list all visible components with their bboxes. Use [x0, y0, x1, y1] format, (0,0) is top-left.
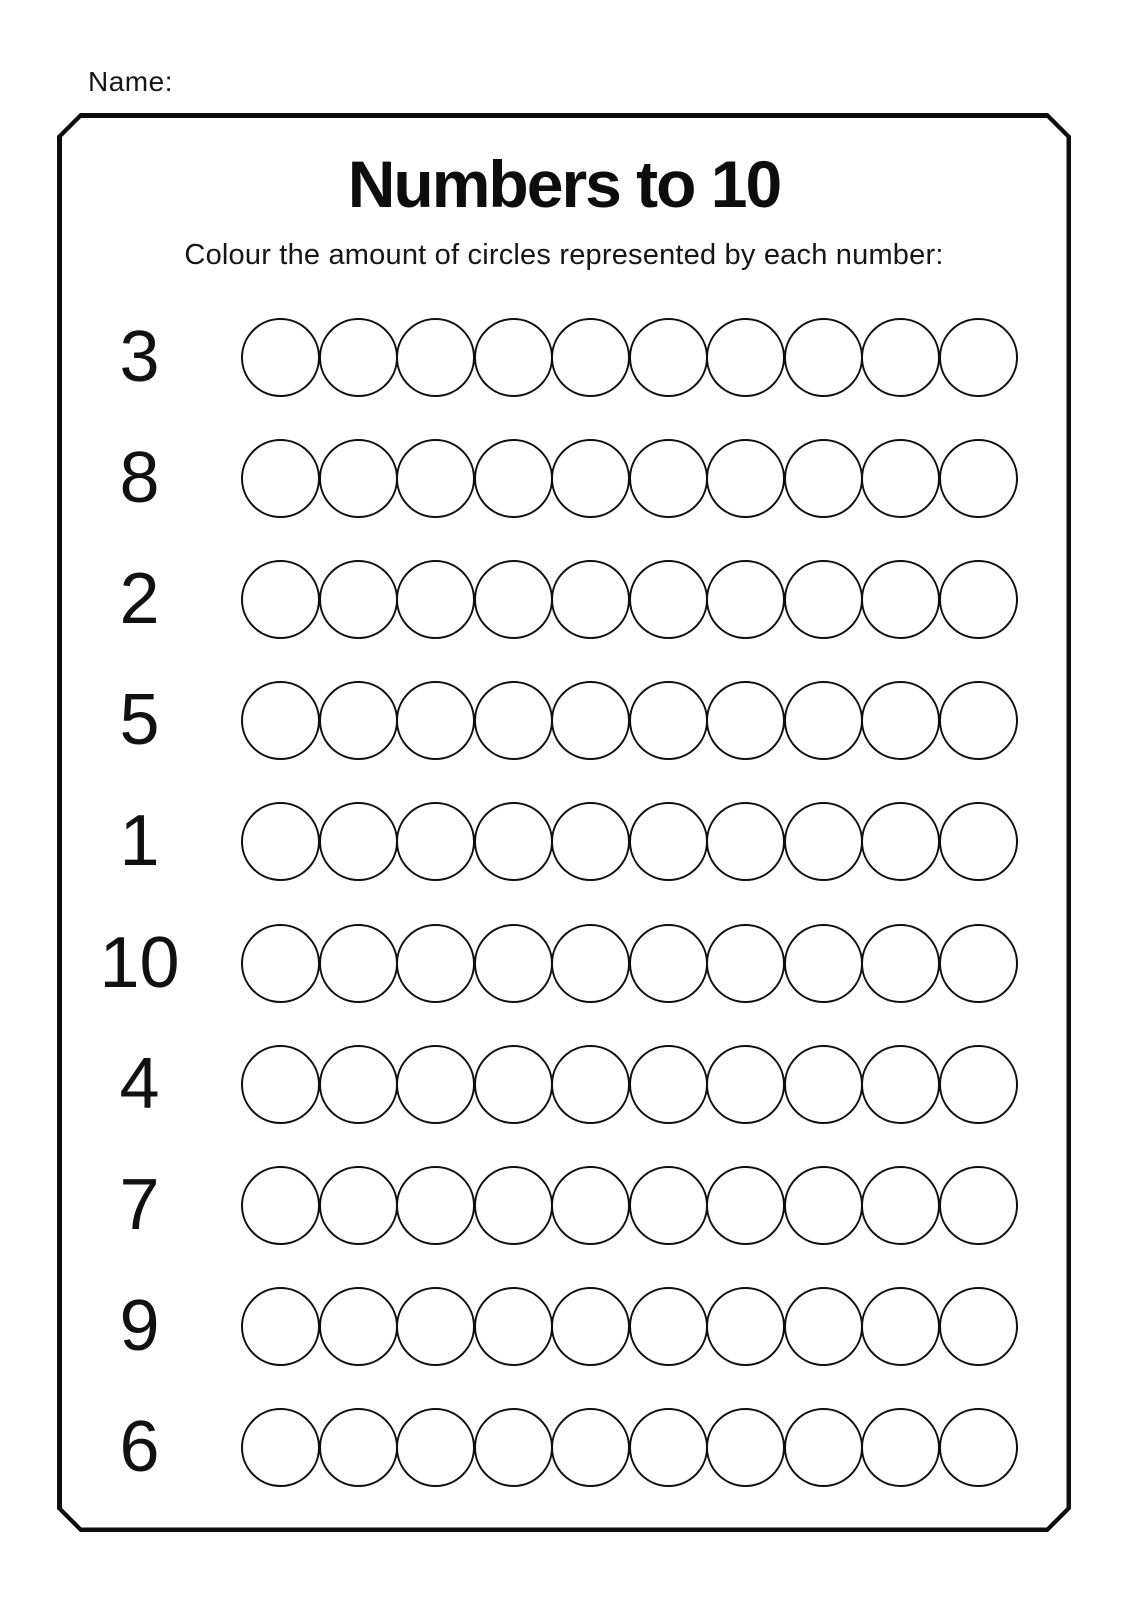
colorable-circle[interactable] — [861, 802, 940, 881]
row-number-label: 10 — [99, 923, 180, 1003]
colorable-circle[interactable] — [241, 1408, 320, 1487]
circle-strip — [241, 802, 1016, 881]
colorable-circle[interactable] — [551, 681, 630, 760]
colorable-circle[interactable] — [474, 318, 553, 397]
colorable-circle[interactable] — [396, 681, 475, 760]
colorable-circle[interactable] — [784, 1166, 863, 1245]
colorable-circle[interactable] — [784, 1287, 863, 1366]
colorable-circle[interactable] — [396, 439, 475, 518]
colorable-circle[interactable] — [939, 439, 1018, 518]
circle-strip — [241, 1287, 1016, 1366]
number-row — [0, 438, 1131, 518]
colorable-circle[interactable] — [241, 802, 320, 881]
colorable-circle[interactable] — [784, 1408, 863, 1487]
number-row — [0, 1044, 1131, 1124]
row-number-label: 5 — [119, 680, 160, 760]
colorable-circle[interactable] — [396, 560, 475, 639]
circle-strip — [241, 924, 1016, 1003]
number-row — [0, 1165, 1131, 1245]
colorable-circle[interactable] — [939, 924, 1018, 1003]
colorable-circle[interactable] — [939, 802, 1018, 881]
colorable-circle[interactable] — [319, 318, 398, 397]
colorable-circle[interactable] — [706, 318, 785, 397]
colorable-circle[interactable] — [241, 1045, 320, 1124]
colorable-circle[interactable] — [706, 802, 785, 881]
colorable-circle[interactable] — [629, 1045, 708, 1124]
colorable-circle[interactable] — [319, 802, 398, 881]
instruction-text: Colour the amount of circles represented by each number: — [184, 239, 944, 271]
name-label: Name: — [88, 66, 173, 97]
colorable-circle[interactable] — [706, 1045, 785, 1124]
colorable-circle[interactable] — [861, 924, 940, 1003]
colorable-circle[interactable] — [396, 318, 475, 397]
colorable-circle[interactable] — [241, 1287, 320, 1366]
colorable-circle[interactable] — [396, 1408, 475, 1487]
colorable-circle[interactable] — [629, 1408, 708, 1487]
colorable-circle[interactable] — [319, 1166, 398, 1245]
colorable-circle[interactable] — [474, 802, 553, 881]
colorable-circle[interactable] — [939, 1287, 1018, 1366]
number-row — [0, 317, 1131, 397]
colorable-circle[interactable] — [319, 560, 398, 639]
colorable-circle[interactable] — [784, 560, 863, 639]
colorable-circle[interactable] — [396, 1045, 475, 1124]
page-title: Numbers to 10 — [347, 147, 781, 221]
colorable-circle[interactable] — [319, 1287, 398, 1366]
colorable-circle[interactable] — [861, 1045, 940, 1124]
colorable-circle[interactable] — [629, 802, 708, 881]
circle-strip — [241, 560, 1016, 639]
row-number-label: 3 — [119, 317, 160, 397]
colorable-circle[interactable] — [939, 1166, 1018, 1245]
colorable-circle[interactable] — [784, 318, 863, 397]
colorable-circle[interactable] — [861, 560, 940, 639]
circle-strip — [241, 1166, 1016, 1245]
number-row — [0, 923, 1131, 1003]
colorable-circle[interactable] — [629, 681, 708, 760]
colorable-circle[interactable] — [474, 1166, 553, 1245]
colorable-circle[interactable] — [319, 681, 398, 760]
colorable-circle[interactable] — [939, 1408, 1018, 1487]
number-row — [0, 680, 1131, 760]
colorable-circle[interactable] — [474, 1408, 553, 1487]
colorable-circle[interactable] — [706, 1166, 785, 1245]
colorable-circle[interactable] — [706, 560, 785, 639]
row-number-label: 8 — [119, 438, 160, 518]
number-row — [0, 1407, 1131, 1487]
row-number-label: 1 — [119, 801, 160, 881]
colorable-circle[interactable] — [396, 1166, 475, 1245]
colorable-circle[interactable] — [706, 1287, 785, 1366]
colorable-circle[interactable] — [706, 439, 785, 518]
row-number-label: 9 — [119, 1286, 160, 1366]
colorable-circle[interactable] — [706, 1408, 785, 1487]
colorable-circle[interactable] — [319, 439, 398, 518]
number-row — [0, 801, 1131, 881]
colorable-circle[interactable] — [241, 681, 320, 760]
colorable-circle[interactable] — [551, 924, 630, 1003]
circle-strip — [241, 318, 1016, 397]
colorable-circle[interactable] — [551, 1045, 630, 1124]
row-number-label: 7 — [119, 1165, 160, 1245]
colorable-circle[interactable] — [474, 560, 553, 639]
colorable-circle[interactable] — [474, 1045, 553, 1124]
colorable-circle[interactable] — [551, 560, 630, 639]
colorable-circle[interactable] — [706, 681, 785, 760]
number-row — [0, 559, 1131, 639]
colorable-circle[interactable] — [629, 924, 708, 1003]
colorable-circle[interactable] — [396, 1287, 475, 1366]
colorable-circle[interactable] — [784, 802, 863, 881]
circle-strip — [241, 1408, 1016, 1487]
row-number-label: 4 — [119, 1044, 160, 1124]
colorable-circle[interactable] — [319, 1045, 398, 1124]
colorable-circle[interactable] — [784, 439, 863, 518]
colorable-circle[interactable] — [551, 802, 630, 881]
colorable-circle[interactable] — [939, 318, 1018, 397]
colorable-circle[interactable] — [241, 924, 320, 1003]
circle-strip — [241, 1045, 1016, 1124]
colorable-circle[interactable] — [241, 439, 320, 518]
colorable-circle[interactable] — [241, 560, 320, 639]
colorable-circle[interactable] — [629, 1166, 708, 1245]
row-number-label: 6 — [119, 1407, 160, 1487]
colorable-circle[interactable] — [474, 924, 553, 1003]
colorable-circle[interactable] — [629, 1287, 708, 1366]
colorable-circle[interactable] — [396, 802, 475, 881]
colorable-circle[interactable] — [861, 1287, 940, 1366]
colorable-circle[interactable] — [319, 1408, 398, 1487]
colorable-circle[interactable] — [474, 681, 553, 760]
colorable-circle[interactable] — [629, 439, 708, 518]
colorable-circle[interactable] — [551, 1166, 630, 1245]
colorable-circle[interactable] — [474, 439, 553, 518]
colorable-circle[interactable] — [551, 1408, 630, 1487]
colorable-circle[interactable] — [474, 1287, 553, 1366]
colorable-circle[interactable] — [706, 924, 785, 1003]
colorable-circle[interactable] — [861, 1166, 940, 1245]
colorable-circle[interactable] — [629, 560, 708, 639]
colorable-circle[interactable] — [784, 681, 863, 760]
colorable-circle[interactable] — [939, 681, 1018, 760]
circle-strip — [241, 439, 1016, 518]
colorable-circle[interactable] — [861, 439, 940, 518]
colorable-circle[interactable] — [784, 1045, 863, 1124]
colorable-circle[interactable] — [861, 681, 940, 760]
colorable-circle[interactable] — [629, 318, 708, 397]
colorable-circle[interactable] — [551, 439, 630, 518]
colorable-circle[interactable] — [784, 924, 863, 1003]
colorable-circle[interactable] — [241, 1166, 320, 1245]
colorable-circle[interactable] — [551, 1287, 630, 1366]
colorable-circle[interactable] — [319, 924, 398, 1003]
colorable-circle[interactable] — [939, 1045, 1018, 1124]
row-number-label: 2 — [119, 559, 160, 639]
colorable-circle[interactable] — [861, 318, 940, 397]
circle-strip — [241, 681, 1016, 760]
colorable-circle[interactable] — [551, 318, 630, 397]
colorable-circle[interactable] — [396, 924, 475, 1003]
number-row — [0, 1286, 1131, 1366]
colorable-circle[interactable] — [939, 560, 1018, 639]
colorable-circle[interactable] — [861, 1408, 940, 1487]
colorable-circle[interactable] — [241, 318, 320, 397]
